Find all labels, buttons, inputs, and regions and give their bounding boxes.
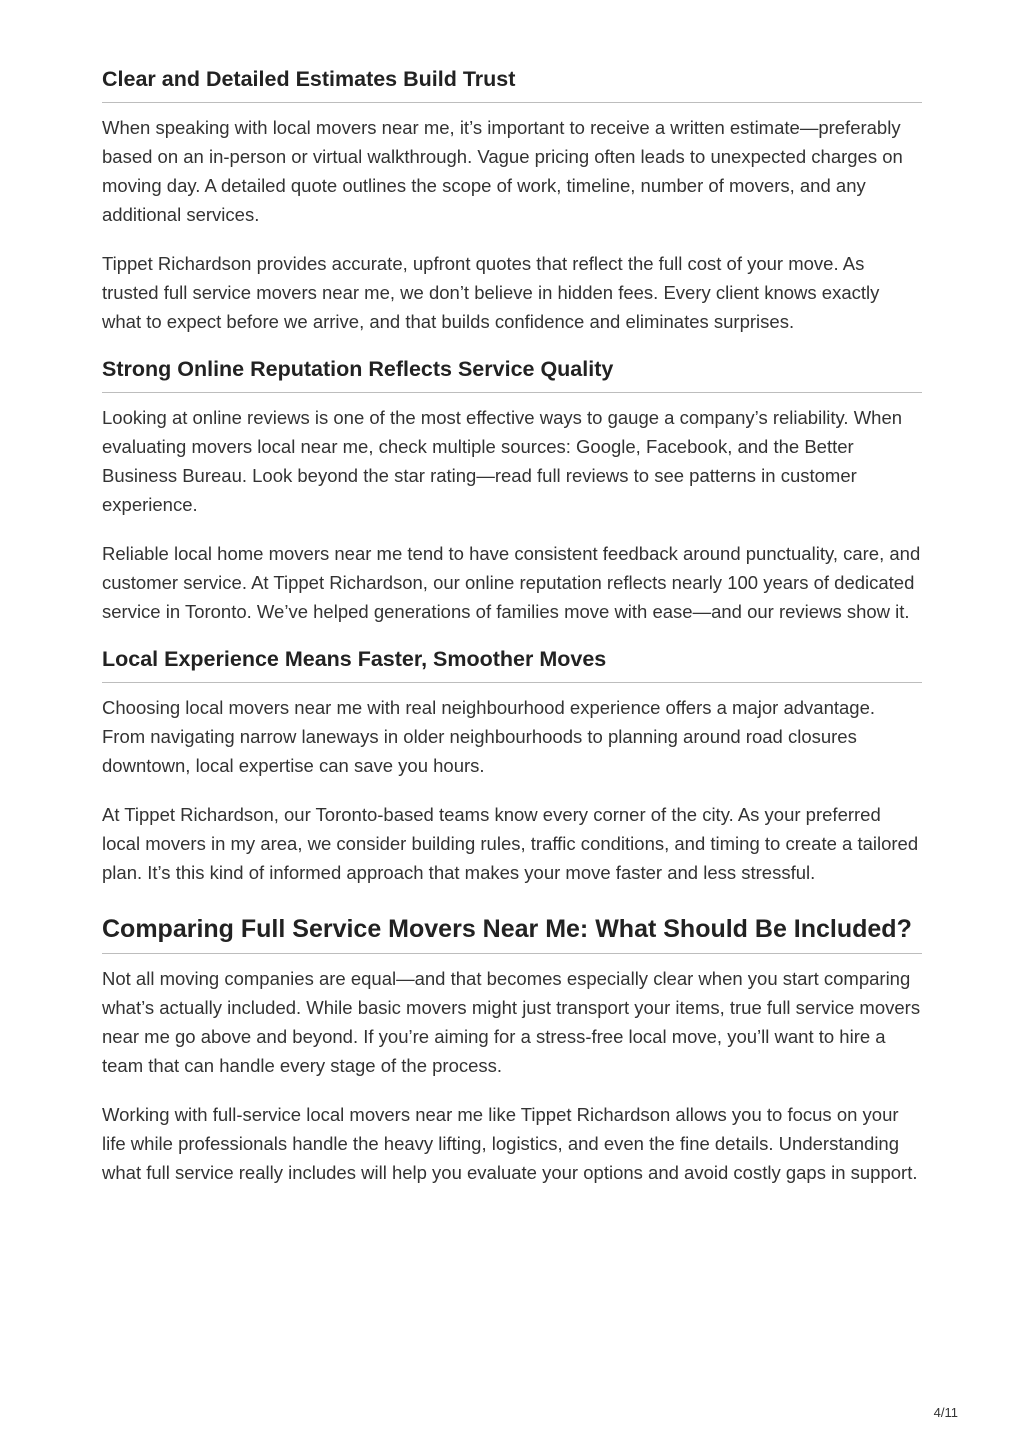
document-page bbox=[102, 66, 922, 1187]
paragraph: Reliable local home movers near me tend to have consistent feedback around punctuality, care, and customer service. At Tippet Richardson, our online reputation reflects nearly 100 years of dedicated service in Toronto. We’ve helped generations of families move with ease—and our reviews show it. bbox=[102, 542, 921, 622]
section-heading-local-experience: Local Experience Means Faster, Smoother Moves bbox=[102, 646, 922, 683]
paragraph: Not all moving companies are equal—and that becomes especially clear when you start comparing what’s actually included. While basic movers might just transport your items, true full service movers near me go above and beyond. If you’re aiming for a stress-free local move, you’ll want to hire a team that can handle every stage of the process. bbox=[102, 967, 921, 1076]
page-number: 4/11 bbox=[933, 1405, 958, 1420]
paragraph: Choosing local movers near me with real neighbourhood experience offers a major advantage. From navigating narrow laneways in older neighbourhoods to planning around road closures downtown, local expertise can save you hours. bbox=[102, 696, 875, 776]
section-heading-reputation: Strong Online Reputation Reflects Service Quality bbox=[102, 356, 922, 393]
paragraph: When speaking with local movers near me, it’s important to receive a written estimate—preferably based on an in-person or virtual walkthrough. Vague pricing often leads to unexpected charges on moving day. A detailed quote outlines the scope of work, timeline, number of movers, and any additional services. bbox=[102, 116, 903, 225]
section-heading-estimates: Clear and Detailed Estimates Build Trust bbox=[102, 66, 922, 103]
paragraph: Working with full-service local movers near me like Tippet Richardson allows you to focus on your life while professionals handle the heavy lifting, logistics, and even the fine details. Understanding what full service really includes will help you evaluate your options and avoid costly gaps in support. bbox=[102, 1103, 918, 1183]
paragraph: Looking at online reviews is one of the most effective ways to gauge a company’s reliability. When evaluating movers local near me, check multiple sources: Google, Facebook, and the Better Business Bureau. Look beyond the star rating—read full reviews to see patterns in customer experience. bbox=[102, 406, 903, 515]
paragraph: At Tippet Richardson, our Toronto-based teams know every corner of the city. As your preferred local movers in my area, we consider building rules, traffic conditions, and timing to create a tailored plan. It’s this kind of informed approach that makes your move faster and less stressful. bbox=[102, 803, 919, 883]
paragraph: Tippet Richardson provides accurate, upfront quotes that reflect the full cost of your move. As trusted full service movers near me, we don’t believe in hidden fees. Every client knows exactly what to expect before we arrive, and that builds confidence and eliminates surprises. bbox=[102, 252, 880, 332]
major-section-heading: Comparing Full Service Movers Near Me: What Should Be Included? bbox=[102, 914, 922, 954]
